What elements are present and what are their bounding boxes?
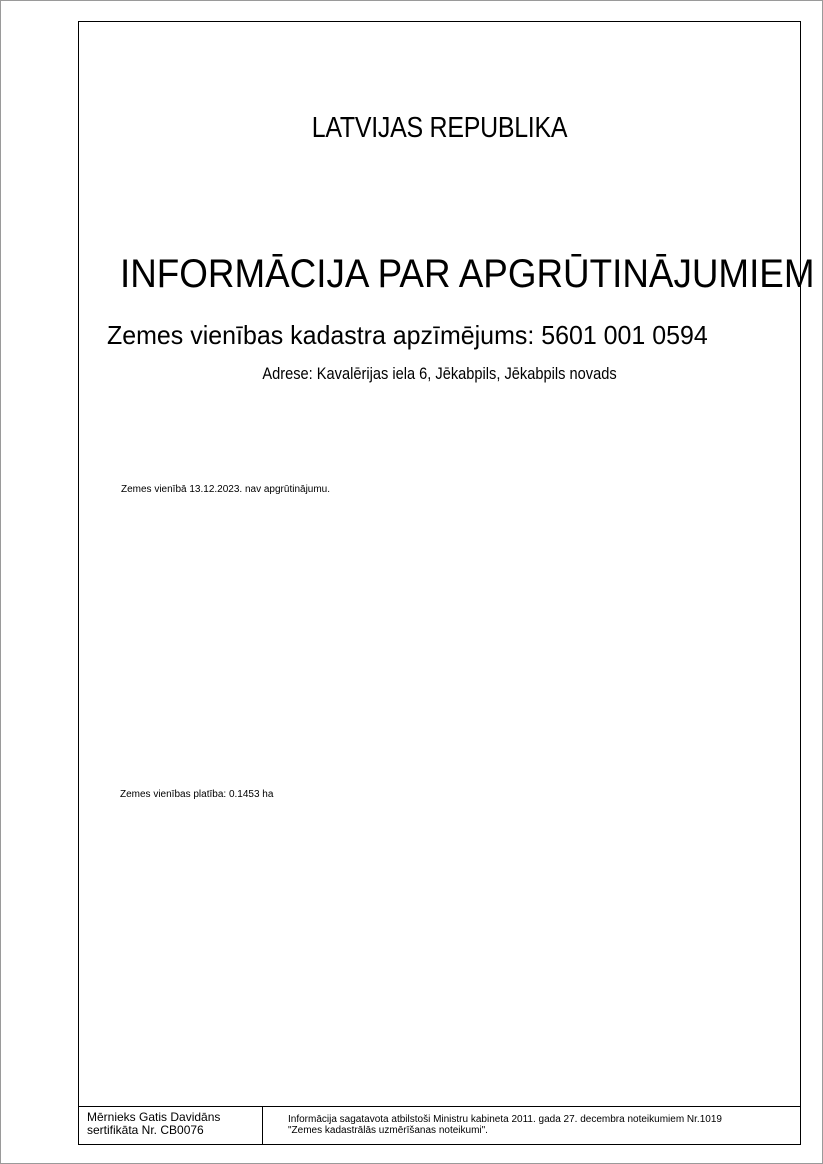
encumbrance-note: Zemes vienībā 13.12.2023. nav apgrūtinājumu. (121, 484, 331, 495)
surveyor-name: Mērnieks Gatis Davidāns (87, 1110, 221, 1124)
land-area: Zemes vienības platība: 0.1453 ha (120, 789, 274, 800)
surveyor-cell (79, 1107, 263, 1144)
document-title: INFORMĀCIJA PAR APGRŪTINĀJUMIEM (120, 252, 815, 296)
regulation-reference: Informācija sagatavota atbilstoši Ministru kabineta 2011. gada 27. decembra noteikumiem Nr.1019 (288, 1114, 722, 1125)
footer-title-block (79, 1106, 800, 1144)
regulation-cell (263, 1107, 800, 1144)
property-address: Adrese: Kavalērijas iela 6, Jēkabpils, Jēkabpils novads (262, 364, 617, 383)
country-heading: LATVIJAS REPUBLIKA (311, 112, 568, 144)
regulation-title: "Zemes kadastrālās uzmērīšanas noteikumi". (288, 1125, 488, 1136)
surveyor-certificate: sertifikāta Nr. CB0076 (87, 1123, 204, 1137)
cadastre-designation: Zemes vienības kadastra apzīmējums: 5601 001 0594 (107, 320, 708, 350)
document-frame (78, 21, 815, 1145)
